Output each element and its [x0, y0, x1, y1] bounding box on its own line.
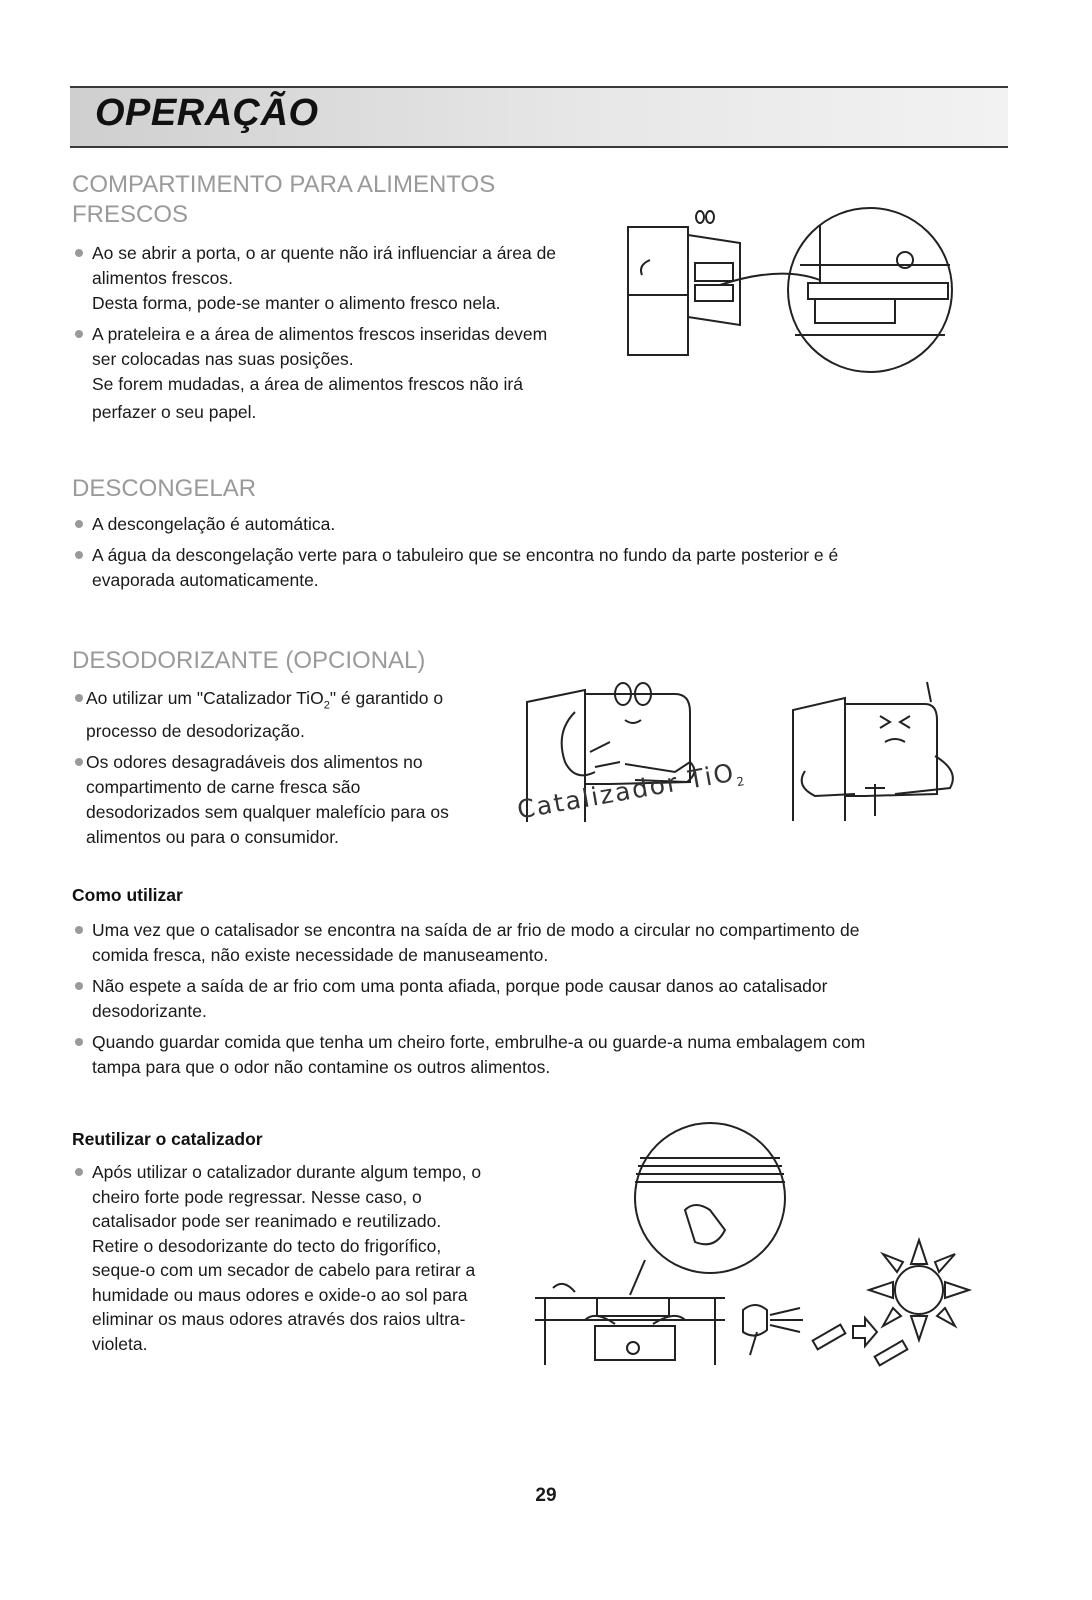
- page-number: 29: [535, 1485, 557, 1506]
- list-item: [72, 750, 512, 850]
- reuse-l5: seque-o com um secador de cabelo para retirar a: [92, 1260, 476, 1280]
- use-b3-l1: Quando guardar comida que tenha um cheiro forte, embrulhe-a ou guarde-a numa embalagem com: [92, 1032, 866, 1052]
- deo-b2-l1: Os odores desagradáveis dos alimentos no: [86, 751, 423, 772]
- list-item: [72, 322, 612, 425]
- section-title-fresh-line1: COMPARTIMENTO PARA ALIMENTOS: [72, 171, 496, 198]
- defrost-bullet-list: [72, 512, 972, 599]
- list-item: [72, 974, 992, 1024]
- list-item: [72, 1160, 522, 1356]
- defrost-b1: A descongelação é automática.: [92, 514, 336, 534]
- how-to-use-bullet-list: [72, 918, 992, 1086]
- reuse-l2: cheiro forte pode regressar. Nesse caso, o: [92, 1186, 422, 1207]
- section-title-fresh-line2: FRESCOS: [72, 201, 189, 228]
- section-title-fresh: [72, 170, 495, 230]
- fresh-b2-l4: perfazer o seu papel.: [92, 402, 257, 422]
- page-title: OPERAÇÃO: [95, 92, 319, 134]
- reuse-l1: Após utilizar o catalizador durante algum tempo, o: [92, 1162, 482, 1182]
- reuse-l4: Retire o desodorizante do tecto do frigorífico,: [92, 1235, 442, 1256]
- reuse-title: Reutilizar o catalizador: [72, 1129, 263, 1149]
- reuse-l7: eliminar os maus odores através dos raios ultra-: [92, 1309, 466, 1329]
- use-b1-l1: Uma vez que o catalisador se encontra na saída de ar frio de modo a circular no compartimento de: [92, 920, 860, 940]
- deo-b1-l1-a: Ao utilizar um "Catalizador TiO: [86, 688, 324, 708]
- fresh-b1-l3: Desta forma, pode-se manter o alimento fresco nela.: [92, 293, 501, 313]
- section-title-deodorizer: DESODORIZANTE (OPCIONAL): [72, 647, 426, 674]
- reuse-bullet-list: [72, 1160, 522, 1362]
- deo-b2-l3: desodorizados sem qualquer malefício para os: [86, 801, 449, 822]
- list-item: [72, 543, 972, 593]
- catalyzer-label-text: Catalizador TiO: [515, 757, 738, 825]
- list-item: [72, 918, 992, 968]
- list-item: [72, 686, 512, 744]
- fresh-compartment-illustration: [620, 205, 960, 380]
- deodorizer-bullet-list: [72, 686, 512, 856]
- deo-b2-l4: alimentos ou para o consumidor.: [86, 826, 339, 847]
- fresh-b2-l3: Se forem mudadas, a área de alimentos frescos não irá: [92, 374, 523, 394]
- deo-b1-sub: 2: [323, 699, 330, 712]
- use-b2-l1: Não espete a saída de ar frio com uma ponta afiada, porque pode causar danos ao catalisador: [92, 976, 828, 996]
- catalyzer-odor-illustration: [785, 676, 1000, 826]
- deo-b1-l1: [86, 686, 512, 719]
- defrost-b2-l2: evaporada automaticamente.: [92, 570, 319, 590]
- defrost-b2-l1: A água da descongelação verte para o tabuleiro que se encontra no fundo da parte posterior e é: [92, 545, 839, 565]
- reuse-l6: humidade ou maus odores e oxide-o ao sol para: [92, 1284, 468, 1305]
- section-title-defrost: DESCONGELAR: [72, 475, 257, 502]
- use-b3-l2: tampa para que o odor não contamine os outros alimentos.: [92, 1057, 551, 1077]
- deo-b1-l1-b: " é garantido o: [329, 688, 444, 708]
- fresh-b2-l1: A prateleira e a área de alimentos frescos inseridas devem: [92, 324, 548, 344]
- list-item: [72, 512, 972, 537]
- deo-b1-l2: processo de desodorização.: [86, 720, 305, 741]
- how-to-use-title: Como utilizar: [72, 885, 183, 905]
- reuse-l3: catalisador pode ser reanimado e reutilizado.: [92, 1211, 442, 1231]
- fresh-b1-l2: alimentos frescos.: [92, 268, 234, 288]
- list-item: [72, 241, 612, 316]
- catalyzer-label-sub: 2: [735, 773, 748, 790]
- list-item: [72, 1030, 992, 1080]
- fresh-bullet-list: [72, 241, 612, 431]
- reuse-l8: violeta.: [92, 1333, 148, 1354]
- fresh-b2-l2: ser colocadas nas suas posições.: [92, 349, 354, 369]
- deo-b2-l2: compartimento de carne fresca são: [86, 776, 361, 797]
- use-b2-l2: desodorizante.: [92, 1001, 207, 1021]
- catalyzer-reuse-illustration: [535, 1120, 1020, 1370]
- fresh-b1-l1: Ao se abrir a porta, o ar quente não irá influenciar a área de: [92, 243, 557, 263]
- use-b1-l2: comida fresca, não existe necessidade de manuseamento.: [92, 945, 549, 965]
